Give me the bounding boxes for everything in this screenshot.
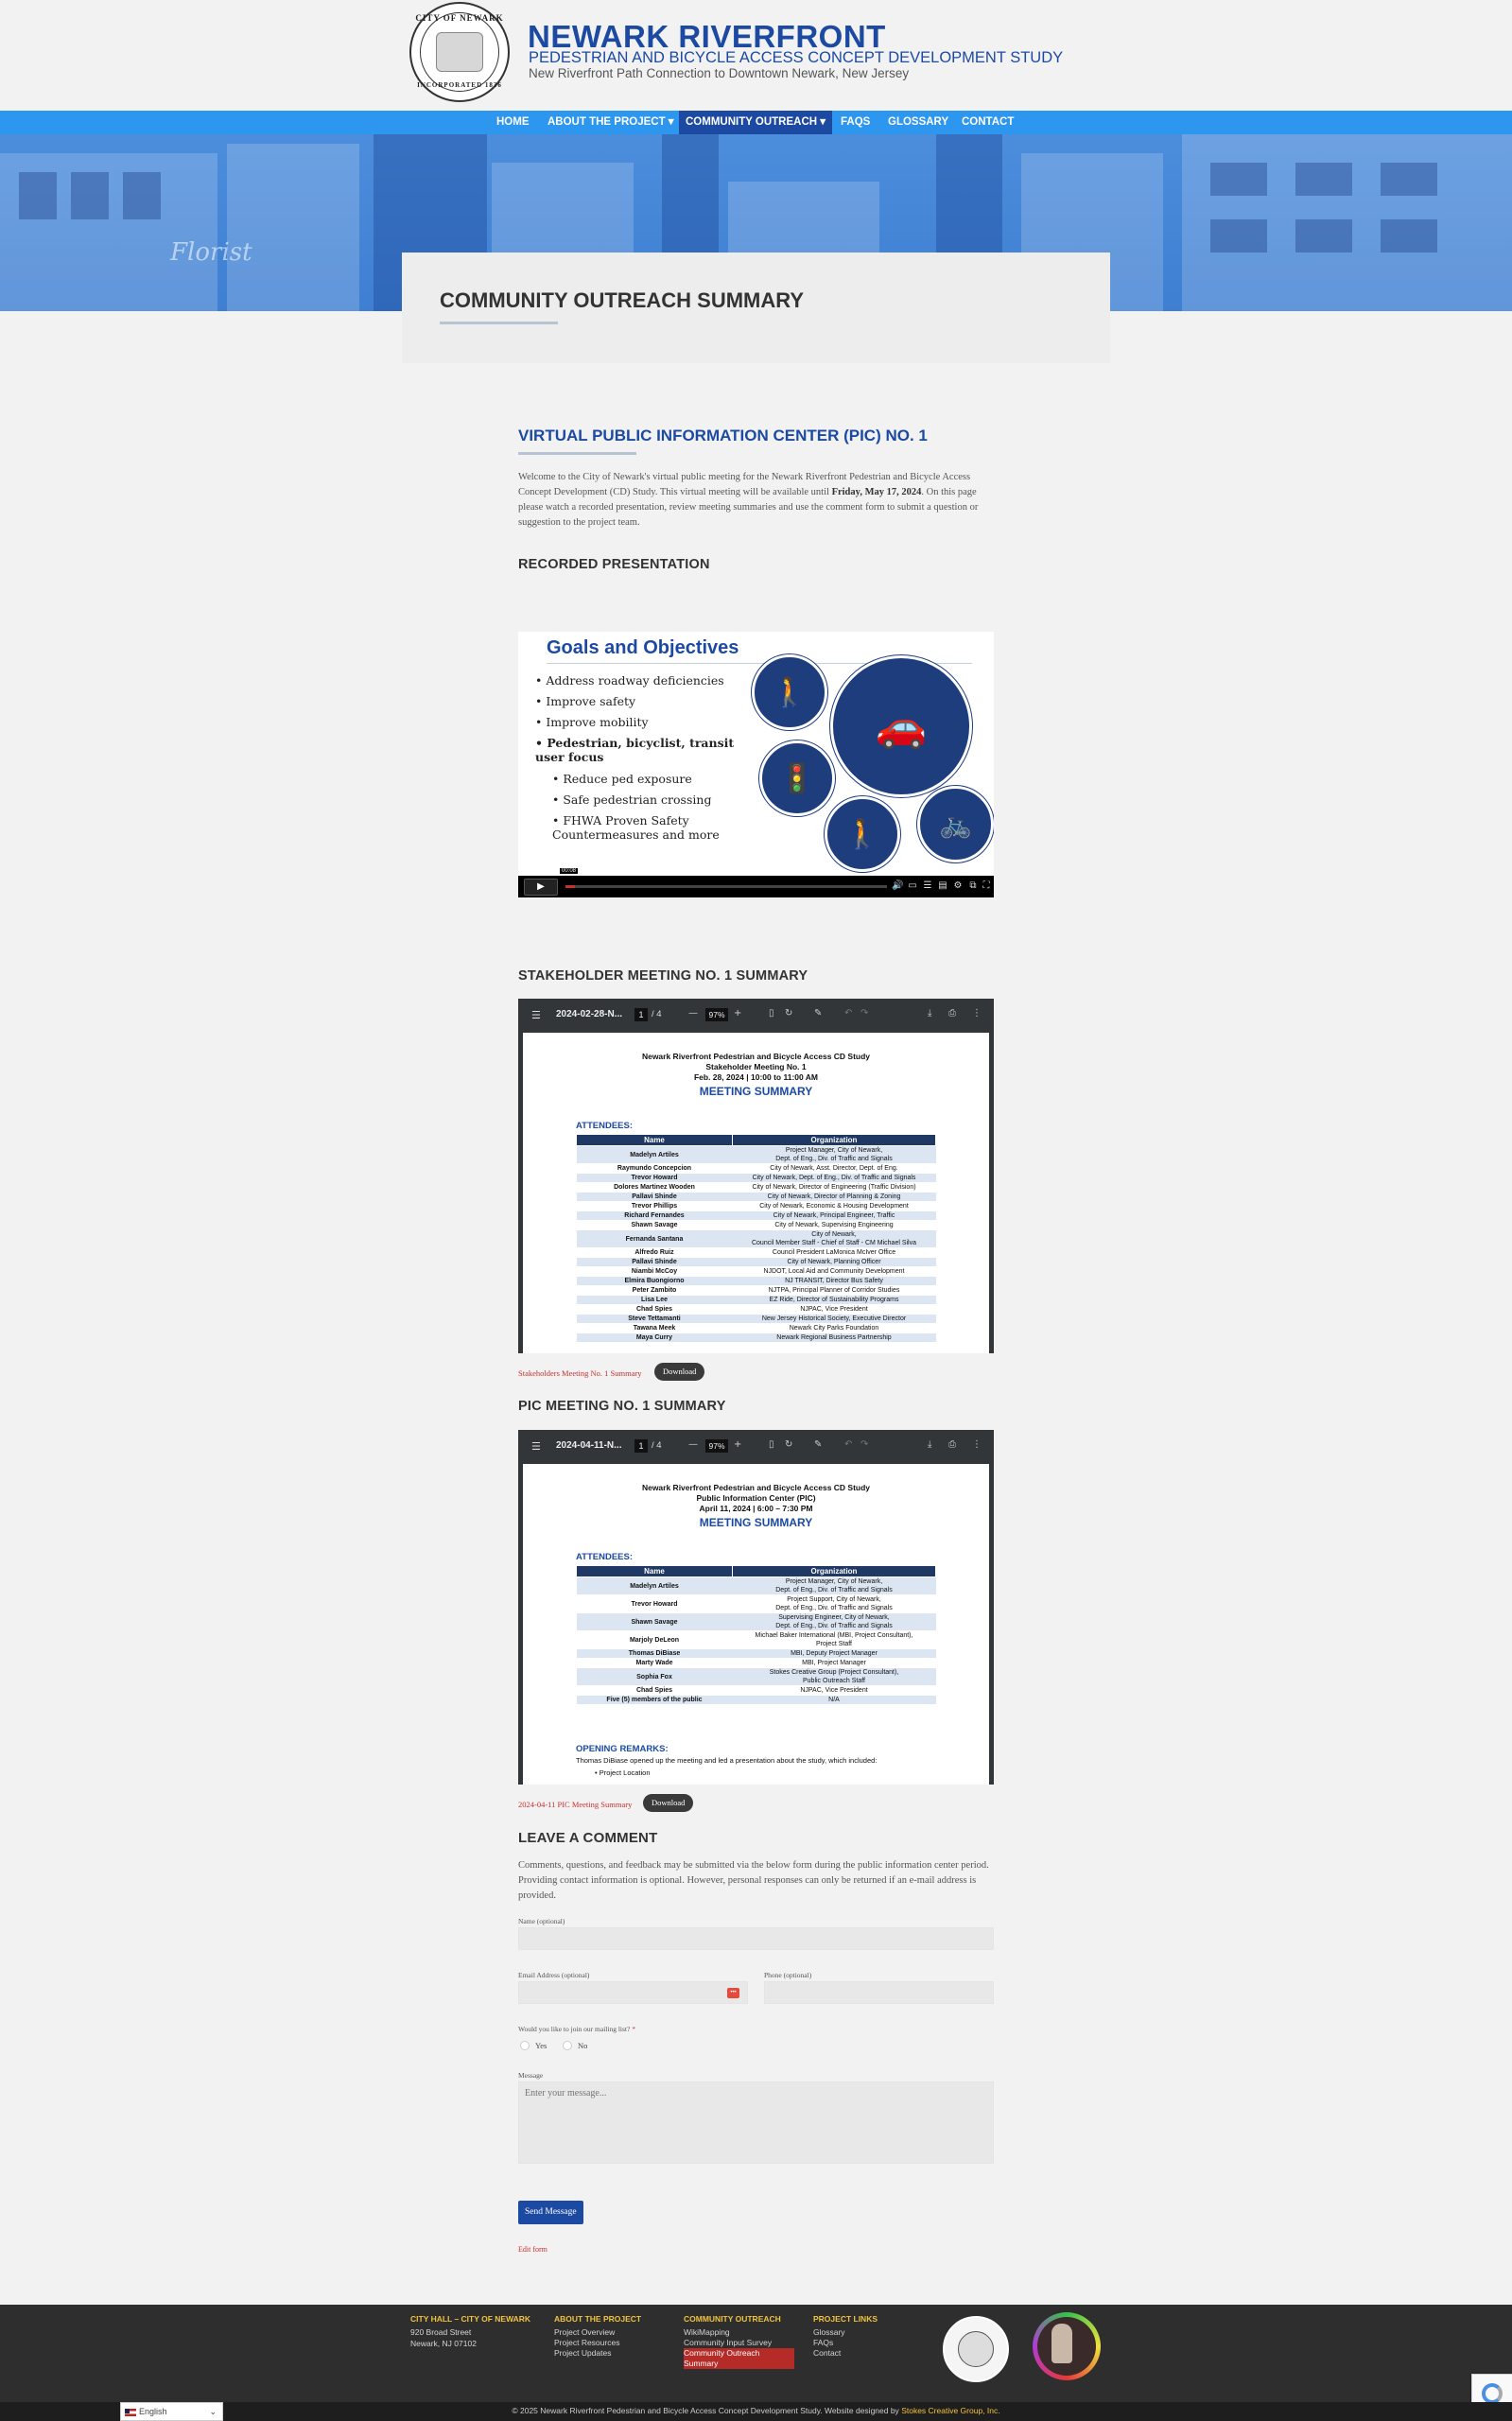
doc-heading: Public Information Center (PIC) [696, 1493, 816, 1503]
table-row [577, 1286, 936, 1296]
stakeholder-summary-link[interactable]: Stakeholders Meeting No. 1 Summary [518, 1368, 642, 1378]
stakeholder-download-button[interactable]: Download [654, 1363, 704, 1381]
pdf-page [523, 1464, 989, 1785]
pdf-filename: 2024-02-28-N... [556, 1009, 623, 1019]
more-options-icon[interactable]: ⋮ [972, 1439, 982, 1450]
table-row [577, 1211, 936, 1221]
attendee-organization: City of Newark, Planning Officer [733, 1258, 936, 1267]
table-row [577, 1202, 936, 1211]
seal-emblem [436, 32, 483, 72]
intro-text-2: . On this page please watch a recorded presentation, review meeting summaries and use the comment form to submit a question or suggestion to the project team. [518, 487, 979, 528]
mailing-list-label: Would you like to join our mailing list? * [518, 2025, 635, 2033]
intro-deadline: Friday, May 17, 2024 [831, 487, 922, 497]
slide-sub-bullet: • FHWA Proven Safety Countermeasures and more [552, 813, 720, 842]
recorded-presentation-heading: RECORDED PRESENTATION [518, 557, 710, 572]
footer-link-contact[interactable]: Contact [813, 2348, 842, 2358]
redo-icon[interactable]: ↷ [860, 1008, 869, 1019]
footer-link-faqs[interactable]: FAQs [813, 2338, 834, 2347]
draw-icon[interactable]: ✎ [814, 1439, 823, 1450]
city-seal-logo[interactable] [409, 2, 510, 102]
footer-link-glossary[interactable]: Glossary [813, 2327, 845, 2337]
footer-link-community-input-survey[interactable]: Community Input Survey [684, 2338, 773, 2347]
mailing-yes-radio[interactable] [520, 2041, 530, 2050]
site-footer [0, 2305, 1512, 2402]
send-message-button[interactable]: Send Message [518, 2201, 583, 2224]
doc-heading: Stakeholder Meeting No. 1 [705, 1062, 807, 1071]
attendee-name: Tawana Meek [577, 1324, 733, 1333]
attendee-organization: MBI, Project Manager [733, 1659, 936, 1668]
seal-top-text: CITY OF NEWARK [415, 13, 504, 23]
slide-sub-bullet: • Safe pedestrian crossing [552, 792, 712, 807]
email-field[interactable] [518, 1981, 748, 2004]
play-button[interactable]: ▶ [524, 879, 558, 896]
attendee-name: Madelyn Artiles [577, 1146, 733, 1164]
footer-partner-logo[interactable] [1033, 2312, 1101, 2380]
zoom-out-icon[interactable]: — [688, 1008, 698, 1019]
footer-city-seal-logo[interactable] [943, 2316, 1009, 2382]
print-icon[interactable]: ⎙ [948, 1008, 956, 1019]
language-label: English [139, 2407, 167, 2416]
pdf-page-count: / 4 [652, 1009, 662, 1019]
copyright-bar [0, 2402, 1512, 2421]
table-row [577, 1277, 936, 1286]
attendee-organization: City of Newark, Dept. of Eng., Div. of Traffic and Signals [733, 1174, 936, 1183]
name-label: Name (optional) [518, 1917, 565, 1925]
table-row [577, 1146, 936, 1164]
attendee-organization: City of Newark, Supervising Engineering [733, 1221, 936, 1230]
attendee-name: Five (5) members of the public [577, 1696, 733, 1705]
settings-icon[interactable]: ⚙ [953, 880, 963, 891]
page-title-box [402, 253, 1110, 363]
pdf-page-input[interactable]: 1 [634, 1008, 648, 1021]
pic-summary-heading: PIC MEETING NO. 1 SUMMARY [518, 1399, 726, 1414]
table-row [577, 1296, 936, 1305]
attendee-name: Raymundo Concepcion [577, 1164, 733, 1174]
pic-section-underline [518, 452, 636, 455]
zoom-out-icon[interactable]: — [688, 1439, 698, 1450]
attendee-organization: Michael Baker International (MBI, Project Consultant), Project Staff [733, 1631, 936, 1649]
nav-home[interactable]: HOME [496, 116, 530, 128]
attendee-organization: Supervising Engineer, City of Newark, Dept. of Eng., Div. of Traffic and Signals [733, 1613, 936, 1631]
attendee-organization: NJTPA, Principal Planner of Corridor Studies [733, 1286, 936, 1296]
chevron-down-icon: ⌄ [209, 2407, 217, 2416]
attendee-organization: NJ TRANSIT, Director Bus Safety [733, 1277, 936, 1286]
attendee-name: Shawn Savage [577, 1221, 733, 1230]
slide-sub-bullet: • Reduce ped exposure [552, 772, 692, 786]
table-row [577, 1613, 936, 1631]
attendee-name: Madelyn Artiles [577, 1577, 733, 1595]
intro-paragraph [518, 470, 994, 531]
name-field[interactable] [518, 1927, 994, 1950]
download-icon[interactable]: ⤓ [928, 1439, 932, 1450]
pdf-menu-icon[interactable]: ☰ [531, 1440, 541, 1453]
required-mark: * [632, 2025, 635, 2033]
table-row [577, 1333, 936, 1343]
mailing-yes-label: Yes [535, 2041, 547, 2050]
video-progress [565, 885, 575, 888]
footer-address-line: Newark, NJ 07102 [410, 2339, 477, 2348]
phone-label: Phone (optional) [764, 1971, 812, 1979]
pic-download-button[interactable]: Download [643, 1794, 693, 1812]
page-title-underline [440, 322, 558, 324]
table-row [577, 1248, 936, 1258]
phone-field[interactable] [764, 1981, 994, 2004]
nav-contact[interactable]: CONTACT [962, 116, 1015, 128]
attendee-organization: City of Newark, Principal Engineer, Traffic [733, 1211, 936, 1221]
zoom-in-icon[interactable]: + [734, 1008, 742, 1019]
message-label: Message [518, 2071, 544, 2080]
attendee-organization: NJDOT, Local Aid and Community Development [733, 1267, 936, 1277]
seal-bottom-text: INCORPORATED 1836 [417, 81, 502, 89]
pic-section-title: VIRTUAL PUBLIC INFORMATION CENTER (PIC) NO. 1 [518, 427, 928, 444]
undo-icon[interactable]: ↶ [844, 1008, 853, 1019]
transcript-icon[interactable]: ▤ [938, 880, 947, 891]
nav-community-outreach[interactable]: COMMUNITY OUTREACH ▾ [679, 111, 832, 134]
pdf-filename: 2024-04-11-N... [556, 1440, 622, 1451]
attendee-name: Richard Fernandes [577, 1211, 733, 1221]
footer-link-wikimapping[interactable]: WikiMapping [684, 2327, 730, 2337]
partner-logo-figure [1051, 2324, 1072, 2363]
attendee-name: Marty Wade [577, 1659, 733, 1668]
attendee-name: Lisa Lee [577, 1296, 733, 1305]
table-row [577, 1315, 936, 1324]
pip-icon[interactable]: ⧉ [969, 880, 977, 891]
fit-page-icon[interactable]: ▯ [769, 1008, 774, 1019]
hero-window [71, 172, 109, 219]
attendee-name: Thomas DiBiase [577, 1649, 733, 1659]
doc-heading: April 11, 2024 | 6:00 – 7:30 PM [699, 1504, 813, 1513]
recaptcha-icon [1482, 2383, 1503, 2404]
attendee-name: Chad Spies [577, 1686, 733, 1696]
column-header-organization: Organization [733, 1135, 936, 1146]
attendee-organization: Project Support, City of Newark, Dept. of Eng., Div. of Traffic and Signals [733, 1595, 936, 1613]
table-row [577, 1230, 936, 1248]
attendee-organization: N/A [733, 1696, 936, 1705]
slide-bullet: • Address roadway deficiencies [535, 673, 724, 688]
hero-store-sign: Florist [170, 238, 252, 267]
slide-bullet: • Pedestrian, bicyclist, transit user focus [535, 736, 735, 764]
table-row [577, 1696, 936, 1705]
hero-window [1295, 219, 1352, 253]
intro-text-1: Welcome to the City of Newark's virtual public meeting for the Newark Riverfront Pedestrian and Bicycle Access Concept Development (CD) Study. This virtual meeting will be available until [518, 472, 971, 497]
nav-about-the-project[interactable]: ABOUT THE PROJECT ▾ [547, 116, 674, 128]
attendee-organization: City of Newark, Economic & Housing Development [733, 1202, 936, 1211]
footer-outreach-heading: COMMUNITY OUTREACH [684, 2314, 781, 2324]
attendee-name: Maya Curry [577, 1333, 733, 1343]
attendee-organization: City of Newark, Director of Engineering (Traffic Division) [733, 1183, 936, 1193]
message-field[interactable] [518, 2081, 994, 2164]
attendee-organization: Project Manager, City of Newark, Dept. of Eng., Div. of Traffic and Signals [733, 1146, 936, 1164]
table-row [577, 1174, 936, 1183]
doc-heading: Newark Riverfront Pedestrian and Bicycle Access CD Study [641, 1483, 871, 1492]
attendee-name: Steve Tettamanti [577, 1315, 733, 1324]
hero-window [123, 172, 161, 219]
doc-attendees-label: ATTENDEES: [576, 1121, 633, 1131]
hero-window [1381, 163, 1437, 196]
copyright-text: © 2025 Newark Riverfront Pedestrian and Bicycle Access Concept Development Study. Website designed by Stokes Creative Group, Inc. [512, 2406, 1000, 2415]
doc-opening-text: Thomas DiBiase opened up the meeting and led a presentation about the study, which included: [576, 1756, 878, 1765]
doc-attendees-label: ATTENDEES: [576, 1552, 633, 1562]
attendees-table [576, 1134, 936, 1343]
video-scrubber[interactable] [565, 885, 887, 888]
footer-city-hall-heading: CITY HALL – CITY OF NEWARK [410, 2314, 531, 2324]
doc-summary-title: MEETING SUMMARY [699, 1085, 813, 1098]
column-header-name: Name [577, 1566, 733, 1577]
us-flag-icon [125, 2409, 136, 2416]
table-row [577, 1221, 936, 1230]
leave-comment-heading: LEAVE A COMMENT [518, 1830, 658, 1846]
chapters-icon[interactable]: ☰ [923, 880, 932, 891]
fullscreen-icon[interactable]: ⛶ [982, 880, 990, 891]
print-icon[interactable]: ⎙ [948, 1439, 956, 1450]
footer-about-heading: ABOUT THE PROJECT [554, 2314, 642, 2324]
doc-opening-bullet: • Project Location [595, 1768, 651, 1777]
attendee-name: Alfredo Ruiz [577, 1248, 733, 1258]
table-row [577, 1258, 936, 1267]
doc-heading: Feb. 28, 2024 | 10:00 to 11:00 AM [693, 1072, 819, 1082]
attendee-organization: City of Newark, Asst. Director, Dept. of Eng. [733, 1164, 936, 1174]
table-row [577, 1577, 936, 1595]
footer-link-project-overview[interactable]: Project Overview [554, 2327, 616, 2337]
footer-address-line: 920 Broad Street [410, 2327, 472, 2337]
slide-bullet: • Improve mobility [535, 715, 649, 729]
footer-link-project-resources[interactable]: Project Resources [554, 2338, 620, 2347]
draw-icon[interactable]: ✎ [814, 1008, 823, 1019]
language-selector[interactable] [120, 2402, 223, 2421]
attendee-organization: Stokes Creative Group (Project Consultant), Public Outreach Staff [733, 1668, 936, 1686]
video-controls [518, 868, 994, 897]
more-options-icon[interactable]: ⋮ [972, 1008, 982, 1019]
footer-link-community-outreach-summary[interactable]: Community Outreach Summary [684, 2348, 794, 2369]
captions-icon[interactable]: ▭ [908, 880, 917, 891]
pdf-toolbar [518, 999, 994, 1032]
table-row [577, 1164, 936, 1174]
attendee-name: Niambi McCoy [577, 1267, 733, 1277]
attendee-name: Peter Zambito [577, 1286, 733, 1296]
email-label: Email Address (optional) [518, 1971, 590, 1979]
volume-icon[interactable]: 🔊 [892, 880, 904, 891]
pdf-page [523, 1033, 989, 1353]
attendee-name: Dolores Martinez Wooden [577, 1183, 733, 1193]
site-title[interactable]: NEWARK RIVERFRONT [528, 19, 886, 54]
page-title: COMMUNITY OUTREACH SUMMARY [440, 288, 804, 312]
download-icon[interactable]: ⤓ [928, 1008, 932, 1019]
site-subtitle: PEDESTRIAN AND BICYCLE ACCESS CONCEPT DEVELOPMENT STUDY [529, 49, 1064, 66]
traffic-signal-icon: 🚦 [759, 740, 835, 816]
attendee-name: Fernanda Santana [577, 1230, 733, 1248]
column-header-organization: Organization [733, 1566, 936, 1577]
table-row [577, 1305, 936, 1315]
attendee-organization: Council President LaMonica McIver Office [733, 1248, 936, 1258]
hero-window [1295, 163, 1352, 196]
attendee-name: Pallavi Shinde [577, 1193, 733, 1202]
hero-window [1381, 219, 1437, 253]
pic-summary-link[interactable]: 2024-04-11 PIC Meeting Summary [518, 1800, 633, 1809]
attendees-table [576, 1565, 936, 1705]
attendee-name: Trevor Howard [577, 1174, 733, 1183]
comment-intro: Comments, questions, and feedback may be submitted via the below form during the public information center period. Providing contact information is optional. However, personal responses can only be returned if an e-mail address is provided. [518, 1860, 989, 1901]
bike-lane-icon: 🚲 [917, 786, 994, 862]
attendee-name: Shawn Savage [577, 1613, 733, 1631]
pic-pdf-viewer[interactable] [518, 1430, 994, 1785]
mailing-no-label: No [578, 2041, 588, 2050]
fit-page-icon[interactable]: ▯ [769, 1439, 774, 1450]
column-header-name: Name [577, 1135, 733, 1146]
main-nav [0, 111, 1512, 134]
attendee-organization: City of Newark, Director of Planning & Zoning [733, 1193, 936, 1202]
attendee-organization: Project Manager, City of Newark, Dept. of Eng., Div. of Traffic and Signals [733, 1577, 936, 1595]
doc-summary-title: MEETING SUMMARY [699, 1516, 813, 1529]
attendee-organization: New Jersey Historical Society, Executive Director [733, 1315, 936, 1324]
table-row [577, 1659, 936, 1668]
pdf-zoom-level[interactable]: 97% [705, 1008, 728, 1021]
mailing-no-radio[interactable] [563, 2041, 572, 2050]
video-player[interactable] [518, 632, 994, 897]
table-row [577, 1668, 936, 1686]
attendee-name: Pallavi Shinde [577, 1258, 733, 1267]
undo-icon[interactable]: ↶ [844, 1439, 853, 1450]
hero-window [1210, 163, 1267, 196]
footer-link-project-updates[interactable]: Project Updates [554, 2348, 612, 2358]
table-row [577, 1267, 936, 1277]
table-row [577, 1649, 936, 1659]
attendee-name: Trevor Phillips [577, 1202, 733, 1211]
doc-opening-remarks-label: OPENING REMARKS: [576, 1744, 669, 1754]
attendee-name: Chad Spies [577, 1305, 733, 1315]
stakeholder-pdf-viewer[interactable] [518, 999, 994, 1353]
hero-building [227, 144, 359, 311]
attendee-organization: NJPAC, Vice President [733, 1686, 936, 1696]
attendee-name: Elmira Buongiorno [577, 1277, 733, 1286]
attendee-organization: EZ Ride, Director of Sustainability Programs [733, 1296, 936, 1305]
table-row [577, 1183, 936, 1193]
pedestrian-crossing-icon: 🚶 [752, 654, 827, 730]
pdf-zoom-level[interactable]: 97% [705, 1439, 728, 1453]
rotate-icon[interactable]: ↻ [785, 1439, 793, 1450]
redo-icon[interactable]: ↷ [860, 1439, 869, 1450]
edit-form-link[interactable]: Edit form [518, 2245, 547, 2254]
nav-glossary[interactable]: GLOSSARY [888, 116, 949, 128]
hero-window [1210, 219, 1267, 253]
doc-heading: Newark Riverfront Pedestrian and Bicycle Access CD Study [641, 1052, 871, 1061]
attendee-organization: NJPAC, Vice President [733, 1305, 936, 1315]
site-header [0, 0, 1512, 111]
nav-faqs[interactable]: FAQS [841, 116, 871, 128]
slide-bullet: • Improve safety [535, 694, 636, 708]
road-lighting-icon: 🚗 [830, 655, 972, 797]
attendee-name: Sophia Fox [577, 1668, 733, 1686]
zoom-in-icon[interactable]: + [734, 1439, 742, 1450]
site-tagline: New Riverfront Path Connection to Downtown Newark, New Jersey [529, 66, 910, 80]
hero-window [19, 172, 57, 219]
attendee-organization: Newark Regional Business Partnership [733, 1333, 936, 1343]
video-time: 00:08 [562, 868, 577, 874]
attendee-name: Marjoly DeLeon [577, 1631, 733, 1649]
attendee-name: Trevor Howard [577, 1595, 733, 1613]
pdf-menu-icon[interactable]: ☰ [531, 1009, 541, 1021]
pdf-page-count: / 4 [652, 1440, 662, 1451]
table-row [577, 1686, 936, 1696]
footer-project-links-heading: PROJECT LINKS [813, 2314, 878, 2324]
pedestrian-ramp-icon: 🚶 [825, 796, 900, 872]
attendee-organization: MBI, Deputy Project Manager [733, 1649, 936, 1659]
designer-credit-link[interactable]: Stokes Creative Group, Inc. [901, 2406, 1000, 2415]
pdf-toolbar [518, 1430, 994, 1463]
table-row [577, 1631, 936, 1649]
table-row [577, 1324, 936, 1333]
attendee-organization: City of Newark, Council Member Staff - Chief of Staff - CM Michael Silva [733, 1230, 936, 1248]
rotate-icon[interactable]: ↻ [785, 1008, 793, 1019]
table-row [577, 1193, 936, 1202]
pdf-page-input[interactable]: 1 [634, 1439, 648, 1453]
table-row [577, 1595, 936, 1613]
stakeholder-summary-heading: STAKEHOLDER MEETING NO. 1 SUMMARY [518, 968, 808, 984]
seal-emblem [958, 2331, 994, 2367]
autofill-icon[interactable]: ••• [727, 1988, 739, 1998]
slide-title: Goals and Objectives [547, 637, 739, 658]
attendee-organization: Newark City Parks Foundation [733, 1324, 936, 1333]
